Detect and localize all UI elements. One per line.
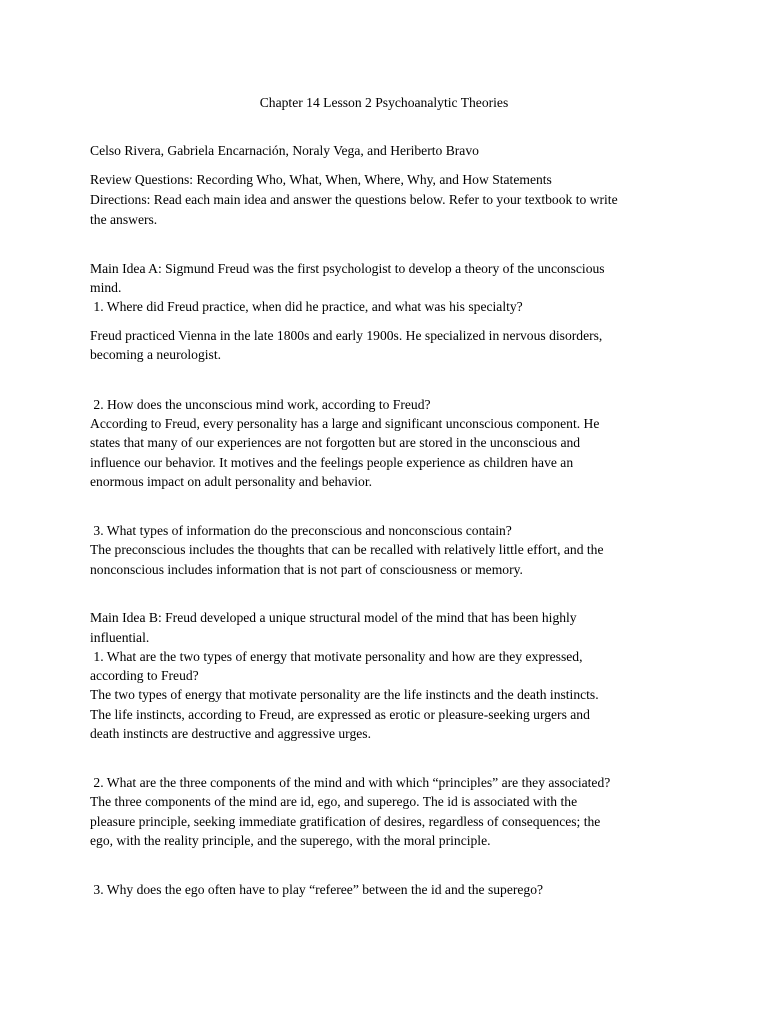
review-questions-line: Review Questions: Recording Who, What, When, Where, Why, and How Statements: [90, 172, 552, 187]
main-idea-a-answer-2-line-3: influence our behavior. It motives and the feelings people experience as children have an: [90, 455, 574, 470]
main-idea-b-line-2: influential.: [90, 630, 150, 645]
main-idea-a-answer-2-line-2: states that many of our experiences are not forgotten but are stored in the unconscious and: [90, 435, 581, 450]
directions-line-2: the answers.: [90, 212, 158, 227]
authors-line: Celso Rivera, Gabriela Encarnación, Noraly Vega, and Heriberto Bravo: [90, 143, 479, 158]
main-idea-a-line-1: Main Idea A: Sigmund Freud was the first psychologist to develop a theory of the unconscious: [90, 261, 605, 276]
main-idea-b-question-1-line-2: according to Freud?: [90, 668, 199, 683]
main-idea-b-line-1: Main Idea B: Freud developed a unique structural model of the mind that has been highly: [90, 610, 577, 625]
main-idea-a-answer-2-line-4: enormous impact on adult personality and behavior.: [90, 474, 373, 489]
main-idea-b-answer-2-line-2: pleasure principle, seeking immediate gratification of desires, regardless of consequences; the: [90, 814, 601, 829]
main-idea-b-question-2: 2. What are the three components of the mind and with which “principles” are they associated?: [90, 775, 611, 790]
main-idea-b-question-1-line-1: 1. What are the two types of energy that motivate personality and how are they expressed,: [90, 649, 583, 664]
main-idea-a-question-2: 2. How does the unconscious mind work, according to Freud?: [90, 397, 431, 412]
document-title: Chapter 14 Lesson 2 Psychoanalytic Theories: [259, 95, 509, 110]
main-idea-a-answer-3-line-2: nonconscious includes information that is not part of consciousness or memory.: [90, 562, 523, 577]
main-idea-a-answer-3-line-1: The preconscious includes the thoughts that can be recalled with relatively little effort, and the: [90, 542, 604, 557]
main-idea-b-answer-2-line-1: The three components of the mind are id, ego, and superego. The id is associated with the: [90, 794, 578, 809]
main-idea-b-answer-2-line-3: ego, with the reality principle, and the superego, with the moral principle.: [90, 833, 491, 848]
main-idea-a-answer-2-line-1: According to Freud, every personality has a large and significant unconscious component. He: [90, 416, 600, 431]
main-idea-b-answer-1-line-1: The two types of energy that motivate personality are the life instincts and the death instincts.: [90, 687, 599, 702]
main-idea-a-answer-1-line-1: Freud practiced Vienna in the late 1800s and early 1900s. He specialized in nervous disorders,: [90, 328, 603, 343]
main-idea-b-answer-1-line-2: The life instincts, according to Freud, are expressed as erotic or pleasure-seeking urgers and: [90, 707, 590, 722]
main-idea-a-answer-1-line-2: becoming a neurologist.: [90, 347, 221, 362]
main-idea-b-question-3: 3. Why does the ego often have to play “referee” between the id and the superego?: [90, 882, 544, 897]
main-idea-b-answer-1-line-3: death instincts are destructive and aggressive urges.: [90, 726, 371, 741]
main-idea-a-line-2: mind.: [90, 280, 122, 295]
main-idea-a-question-1: 1. Where did Freud practice, when did he practice, and what was his specialty?: [90, 299, 523, 314]
directions-line-1: Directions: Read each main idea and answer the questions below. Refer to your textbook to write: [90, 192, 618, 207]
main-idea-a-question-3: 3. What types of information do the preconscious and nonconscious contain?: [90, 523, 512, 538]
